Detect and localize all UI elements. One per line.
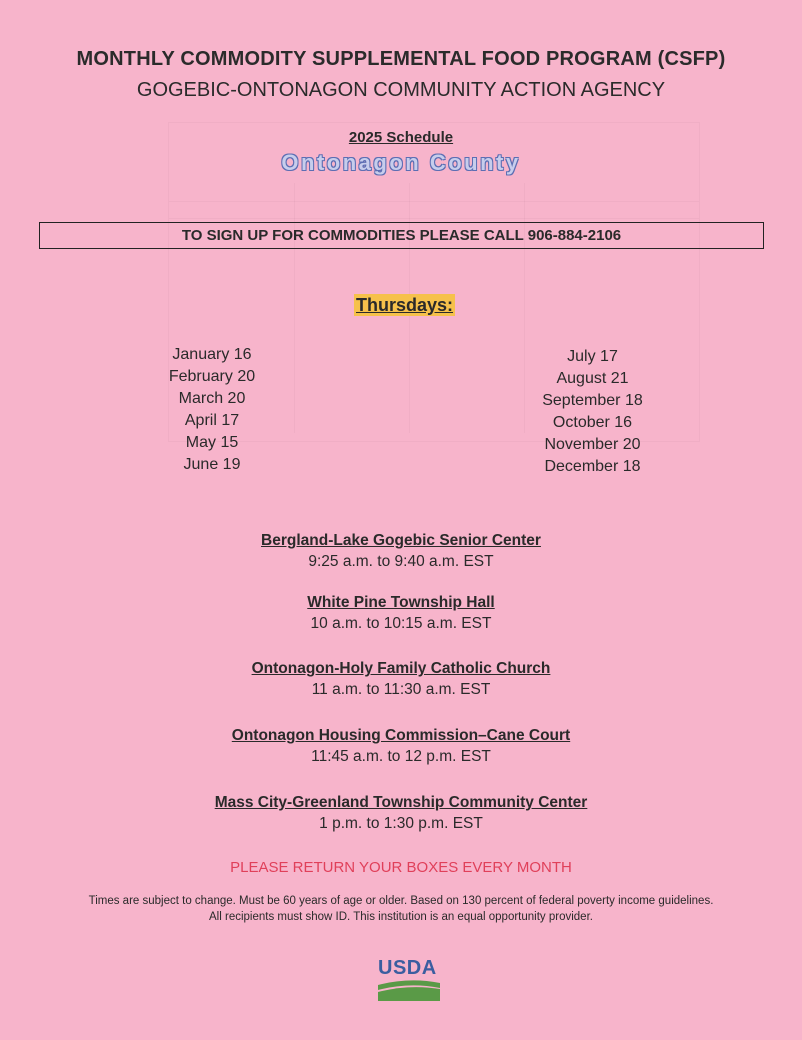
date-item: October 16 (552, 414, 633, 431)
date-item: April 17 (184, 412, 240, 429)
location-time: 9:25 a.m. to 9:40 a.m. EST (308, 553, 494, 570)
location-name: Ontonagon-Holy Family Catholic Church (251, 660, 551, 677)
dates-column-right (520, 346, 665, 478)
location-block (0, 726, 802, 768)
equal-opportunity-note: All recipients must show ID. This institution is an equal opportunity provider. (209, 911, 593, 923)
location-name: Bergland-Lake Gogebic Senior Center (261, 532, 541, 549)
dates-column-left (152, 344, 272, 476)
usda-field-icon (378, 979, 440, 1001)
date-item: March 20 (178, 390, 246, 407)
usda-logo (378, 957, 440, 1001)
schedule-year: 2025 Schedule (348, 129, 454, 146)
location-time: 11 a.m. to 11:30 a.m. EST (311, 681, 491, 698)
date-item: June 19 (183, 456, 241, 473)
date-item: August 21 (556, 370, 629, 387)
date-item: December 18 (544, 458, 641, 475)
county-name: Ontonagon County (281, 150, 521, 175)
location-time: 10 a.m. to 10:15 a.m. EST (310, 615, 492, 632)
date-item: February 20 (168, 368, 256, 385)
location-name: White Pine Township Hall (307, 594, 495, 611)
eligibility-note: Times are subject to change. Must be 60 years of age or older. Based on 130 percent of federal poverty income guidelines. (88, 895, 714, 907)
location-block (0, 593, 802, 635)
location-time: 1 p.m. to 1:30 p.m. EST (319, 815, 483, 832)
date-item: July 17 (567, 348, 618, 365)
date-item: September 18 (542, 392, 643, 409)
date-item: May 15 (185, 434, 239, 451)
date-item: January 16 (172, 346, 252, 363)
location-name: Mass City-Greenland Township Community Center (214, 794, 588, 811)
date-item: November 20 (544, 436, 641, 453)
thursdays-label: Thursdays: (356, 295, 454, 315)
location-block (0, 531, 802, 573)
usda-logo-text: USDA (378, 957, 437, 979)
program-title: MONTHLY COMMODITY SUPPLEMENTAL FOOD PROGRAM (CSFP) (76, 48, 726, 70)
location-time: 11:45 a.m. to 12 p.m. EST (311, 748, 491, 765)
signup-banner: TO SIGN UP FOR COMMODITIES PLEASE CALL 906-884-2106 (39, 222, 764, 249)
location-block (0, 659, 802, 701)
agency-name: GOGEBIC-ONTONAGON COMMUNITY ACTION AGENCY (136, 79, 666, 101)
location-block (0, 793, 802, 835)
return-boxes-notice: PLEASE RETURN YOUR BOXES EVERY MONTH (230, 859, 572, 876)
location-name: Ontonagon Housing Commission–Cane Court (231, 727, 571, 744)
